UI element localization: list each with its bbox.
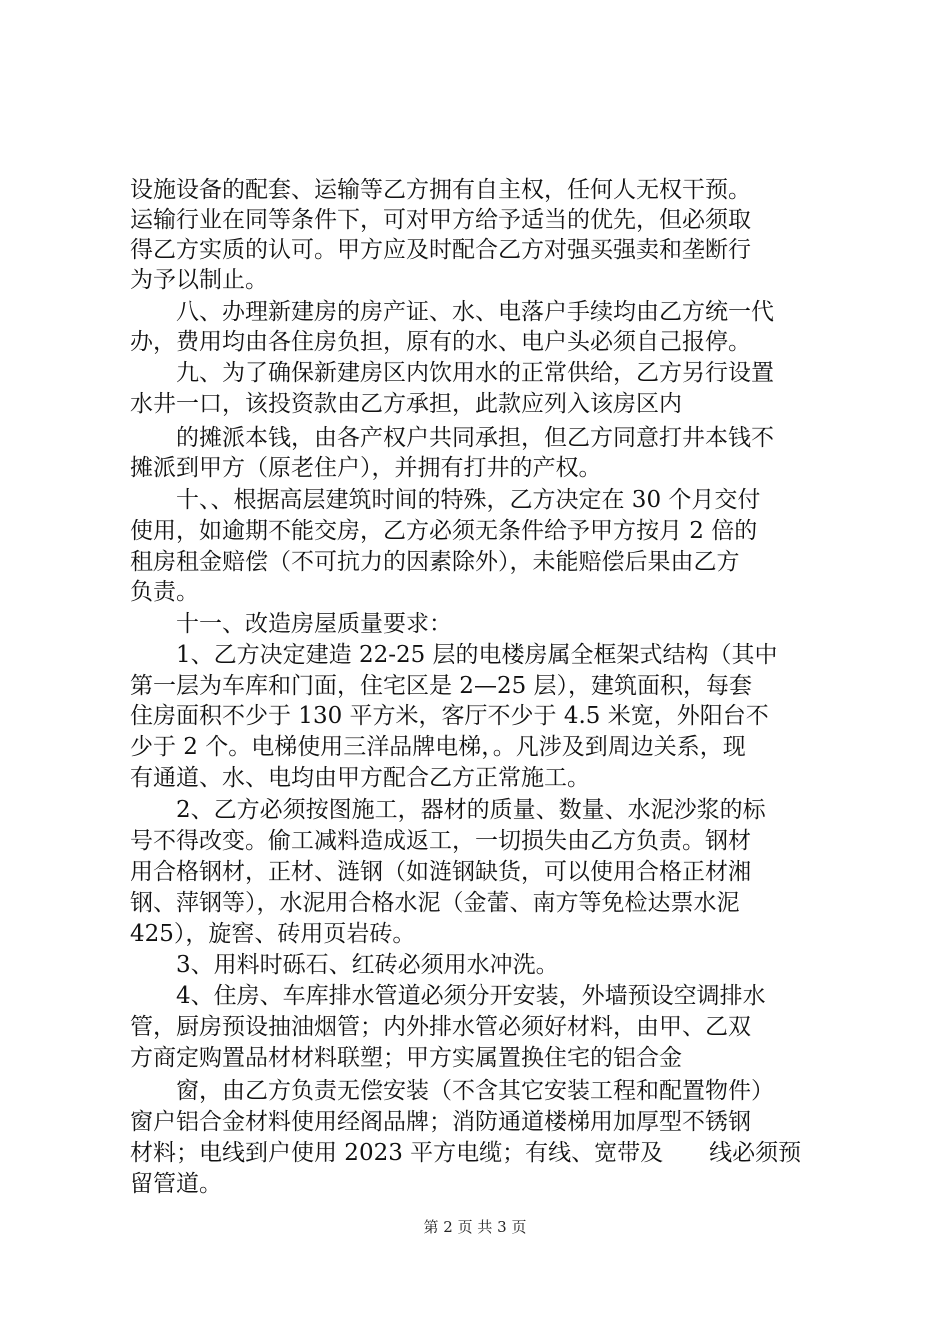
text-line: 水井一口，该投资款由乙方承担，此款应列入该房区内: [130, 391, 682, 417]
page-number-footer: 第 2 页 共 3 页: [423, 1218, 527, 1236]
text-line: 用合格钢材，正材、涟钢（如涟钢缺货，可以使用合格正材湘: [130, 859, 751, 885]
text-line: 号不得改变。偷工减料造成返工，一切损失由乙方负责。钢材: [130, 828, 751, 854]
text-line: 十、、根据高层建筑时间的特殊，乙方决定在 30 个月交付: [176, 487, 761, 513]
text-line: 2、乙方必须按图施工，器材的质量、数量、水泥沙浆的标: [176, 797, 766, 823]
text-line: 方商定购置品材材料联塑；甲方实属置换住宅的铝合金: [130, 1045, 682, 1071]
text-line: 有通道、水、电均由甲方配合乙方正常施工。: [130, 765, 590, 791]
text-line: 425），旋窖、砖用页岩砖。: [130, 921, 416, 947]
text-line: 摊派到甲方（原老住户），并拥有打井的产权。: [130, 455, 602, 481]
text-line: 住房面积不少于 130 平方米，客厅不少于 4.5 米宽，外阳台不: [130, 703, 769, 729]
text-line: 八、办理新建房的房产证、水、电落户手续均由乙方统一代: [176, 299, 774, 325]
text-line: 得乙方实质的认可。甲方应及时配合乙方对强买强卖和垄断行: [130, 237, 751, 263]
text-line: 留管道。: [130, 1171, 222, 1197]
text-line: 管，厨房预设抽油烟管；内外排水管必须好材料，由甲、乙双: [130, 1014, 751, 1040]
text-line: 材料；电线到户使用 2023 平方电缆；有线、宽带及 线必须预: [130, 1140, 802, 1166]
text-line: 3、用料时砾石、红砖必须用水冲洗。: [176, 952, 559, 978]
text-line: 少于 2 个。电梯使用三洋品牌电梯，。凡涉及到周边关系，现: [130, 734, 746, 760]
text-line: 钢、萍钢等），水泥用合格水泥（金蕾、南方等免检达票水泥: [130, 890, 740, 916]
text-line: 负责。: [130, 579, 199, 605]
text-line: 设施设备的配套、运输等乙方拥有自主权，任何人无权干预。: [130, 177, 751, 203]
text-line: 第一层为车库和门面，住宅区是 2—25 层），建筑面积，每套: [130, 673, 753, 699]
text-line: 办，费用均由各住房负担，原有的水、电户头必须自己报停。: [130, 329, 751, 355]
text-line: 的摊派本钱，由各产权户共同承担，但乙方同意打井本钱不: [176, 425, 774, 451]
text-line: 十一、改造房屋质量要求：: [176, 611, 452, 637]
text-line: 窗，由乙方负责无偿安装（不含其它安装工程和配置物件）: [176, 1078, 774, 1104]
text-line: 使用，如逾期不能交房，乙方必须无条件给予甲方按月 2 倍的: [130, 518, 758, 544]
text-line: 窗户铝合金材料使用经阁品牌；消防通道楼梯用加厚型不锈钢: [130, 1109, 751, 1135]
text-line: 1、乙方决定建造 22-25 层的电楼房属全框架式结构（其中: [176, 642, 778, 668]
text-line: 租房租金赔偿（不可抗力的因素除外），未能赔偿后果由乙方: [130, 549, 740, 575]
text-line: 运输行业在同等条件下，可对甲方给予适当的优先，但必须取: [130, 207, 751, 233]
text-line: 为予以制止。: [130, 267, 268, 293]
text-line: 九、为了确保新建房区内饮用水的正常供给，乙方另行设置: [176, 360, 774, 386]
text-line: 4、住房、车库排水管道必须分开安装，外墙预设空调排水: [176, 983, 766, 1009]
